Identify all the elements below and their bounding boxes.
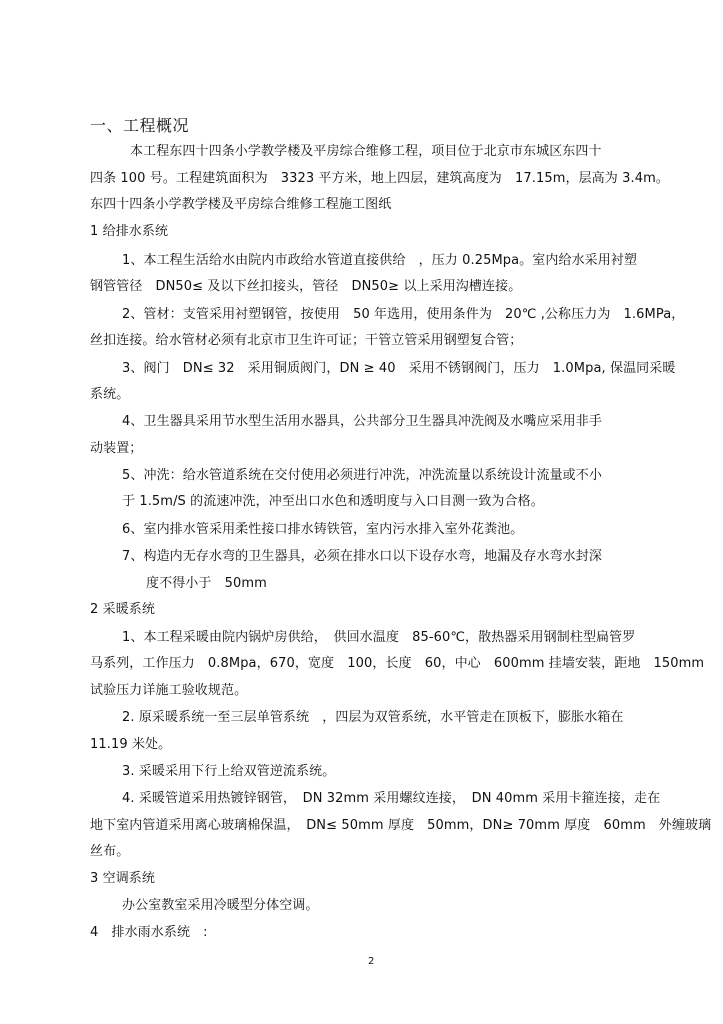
ac-line-1: 办公室教室采用冷暖型分体空调。: [122, 898, 319, 913]
heating-line-7: 4. 采暖管道采用热镀锌钢管， DN 32mm 采用螺纹连接， DN 40mm 采用卡箍连接，走在: [122, 791, 661, 806]
water-line-10: 于 1.5m/S 的流速冲洗，冲至出口水色和透明度与入口目测一致为合格。: [122, 494, 544, 509]
water-line-7: 4、卫生器具采用节水型生活用水器具，公共部分卫生器具冲洗阀及水嘴应采用非手: [122, 414, 602, 429]
water-line-1: 1、本工程生活给水由院内市政给水管道直接供给 ，压力 0.25Mpa。室内给水采用衬塑: [122, 253, 638, 268]
water-line-9: 5、冲洗：给水管道系统在交付使用必须进行冲洗，冲洗流量以系统设计流量或不小: [122, 468, 602, 483]
water-line-4: 丝扣连接。给水管材必须有北京市卫生许可证；干管立管采用钢塑复合管；: [90, 333, 523, 348]
heating-line-4: 2. 原采暖系统一至三层单管系统 ，四层为双管系统，水平管走在顶板下，膨胀水箱在: [122, 710, 624, 725]
page-number: 2: [368, 956, 375, 967]
water-line-3: 2、管材：支管采用衬塑钢管，按使用 50 年选用，使用条件为 20℃ ,公称压力为 1.6MPa，: [122, 307, 685, 322]
section-title-water: 1 给排水系统: [90, 224, 169, 239]
water-line-8: 动装置；: [90, 441, 143, 456]
section-title-drainage: 4 排水雨水系统 :: [90, 925, 208, 940]
heating-line-1: 1、本工程采暖由院内锅炉房供给， 供回水温度 85-60℃，散热器采用钢制柱型扁管罗: [122, 630, 636, 645]
water-line-5: 3、阀门 DN≤ 32 采用铜质阀门，DN ≥ 40 采用不锈钢阀门，压力 1.0Mpa, 保温同采暖: [122, 361, 676, 376]
heating-line-2: 马系列，工作压力 0.8Mpa，670，宽度 100，长度 60，中心 600mm 挂墙安装，距地 150mm: [90, 656, 705, 671]
intro-line-3: 东四十四条小学教学楼及平房综合维修工程施工图纸: [90, 197, 392, 212]
water-line-2: 钢管管径 DN50≤ 及以下丝扣接头，管径 DN50≥ 以上采用沟槽连接。: [90, 279, 522, 294]
water-line-12: 7、构造内无存水弯的卫生器具，必须在排水口以下设存水弯，地漏及存水弯水封深: [122, 549, 602, 564]
heating-line-9: 丝布。: [90, 844, 130, 859]
intro-line-2: 四条 100 号。工程建筑面积为 3323 平方米，地上四层，建筑高度为 17.15m，层高为 3.4m。: [90, 171, 669, 186]
section-title-ac: 3 空调系统: [90, 871, 156, 886]
heating-line-3: 试验压力详施工验收规范。: [90, 683, 248, 698]
heating-line-5: 11.19 米处。: [90, 737, 172, 752]
intro-line-1: 本工程东四十四条小学教学楼及平房综合维修工程，项目位于北京市东城区东四十: [130, 144, 602, 159]
water-line-11: 6、室内排水管采用柔性接口排水铸铁管，室内污水排入室外花粪池。: [122, 522, 524, 537]
heating-line-6: 3. 采暖采用下行上给双管逆流系统。: [122, 764, 336, 779]
water-line-13: 度不得小于 50mm: [146, 576, 267, 591]
section-title-heating: 2 采暖系统: [90, 602, 156, 617]
water-line-6: 系统。: [90, 387, 130, 402]
section-heading-overview: 一、工程概况: [90, 116, 190, 135]
heating-line-8: 地下室内管道采用离心玻璃棉保温， DN≤ 50mm 厚度 50mm，DN≥ 70mm 厚度 60mm 外缠玻璃: [90, 818, 712, 833]
